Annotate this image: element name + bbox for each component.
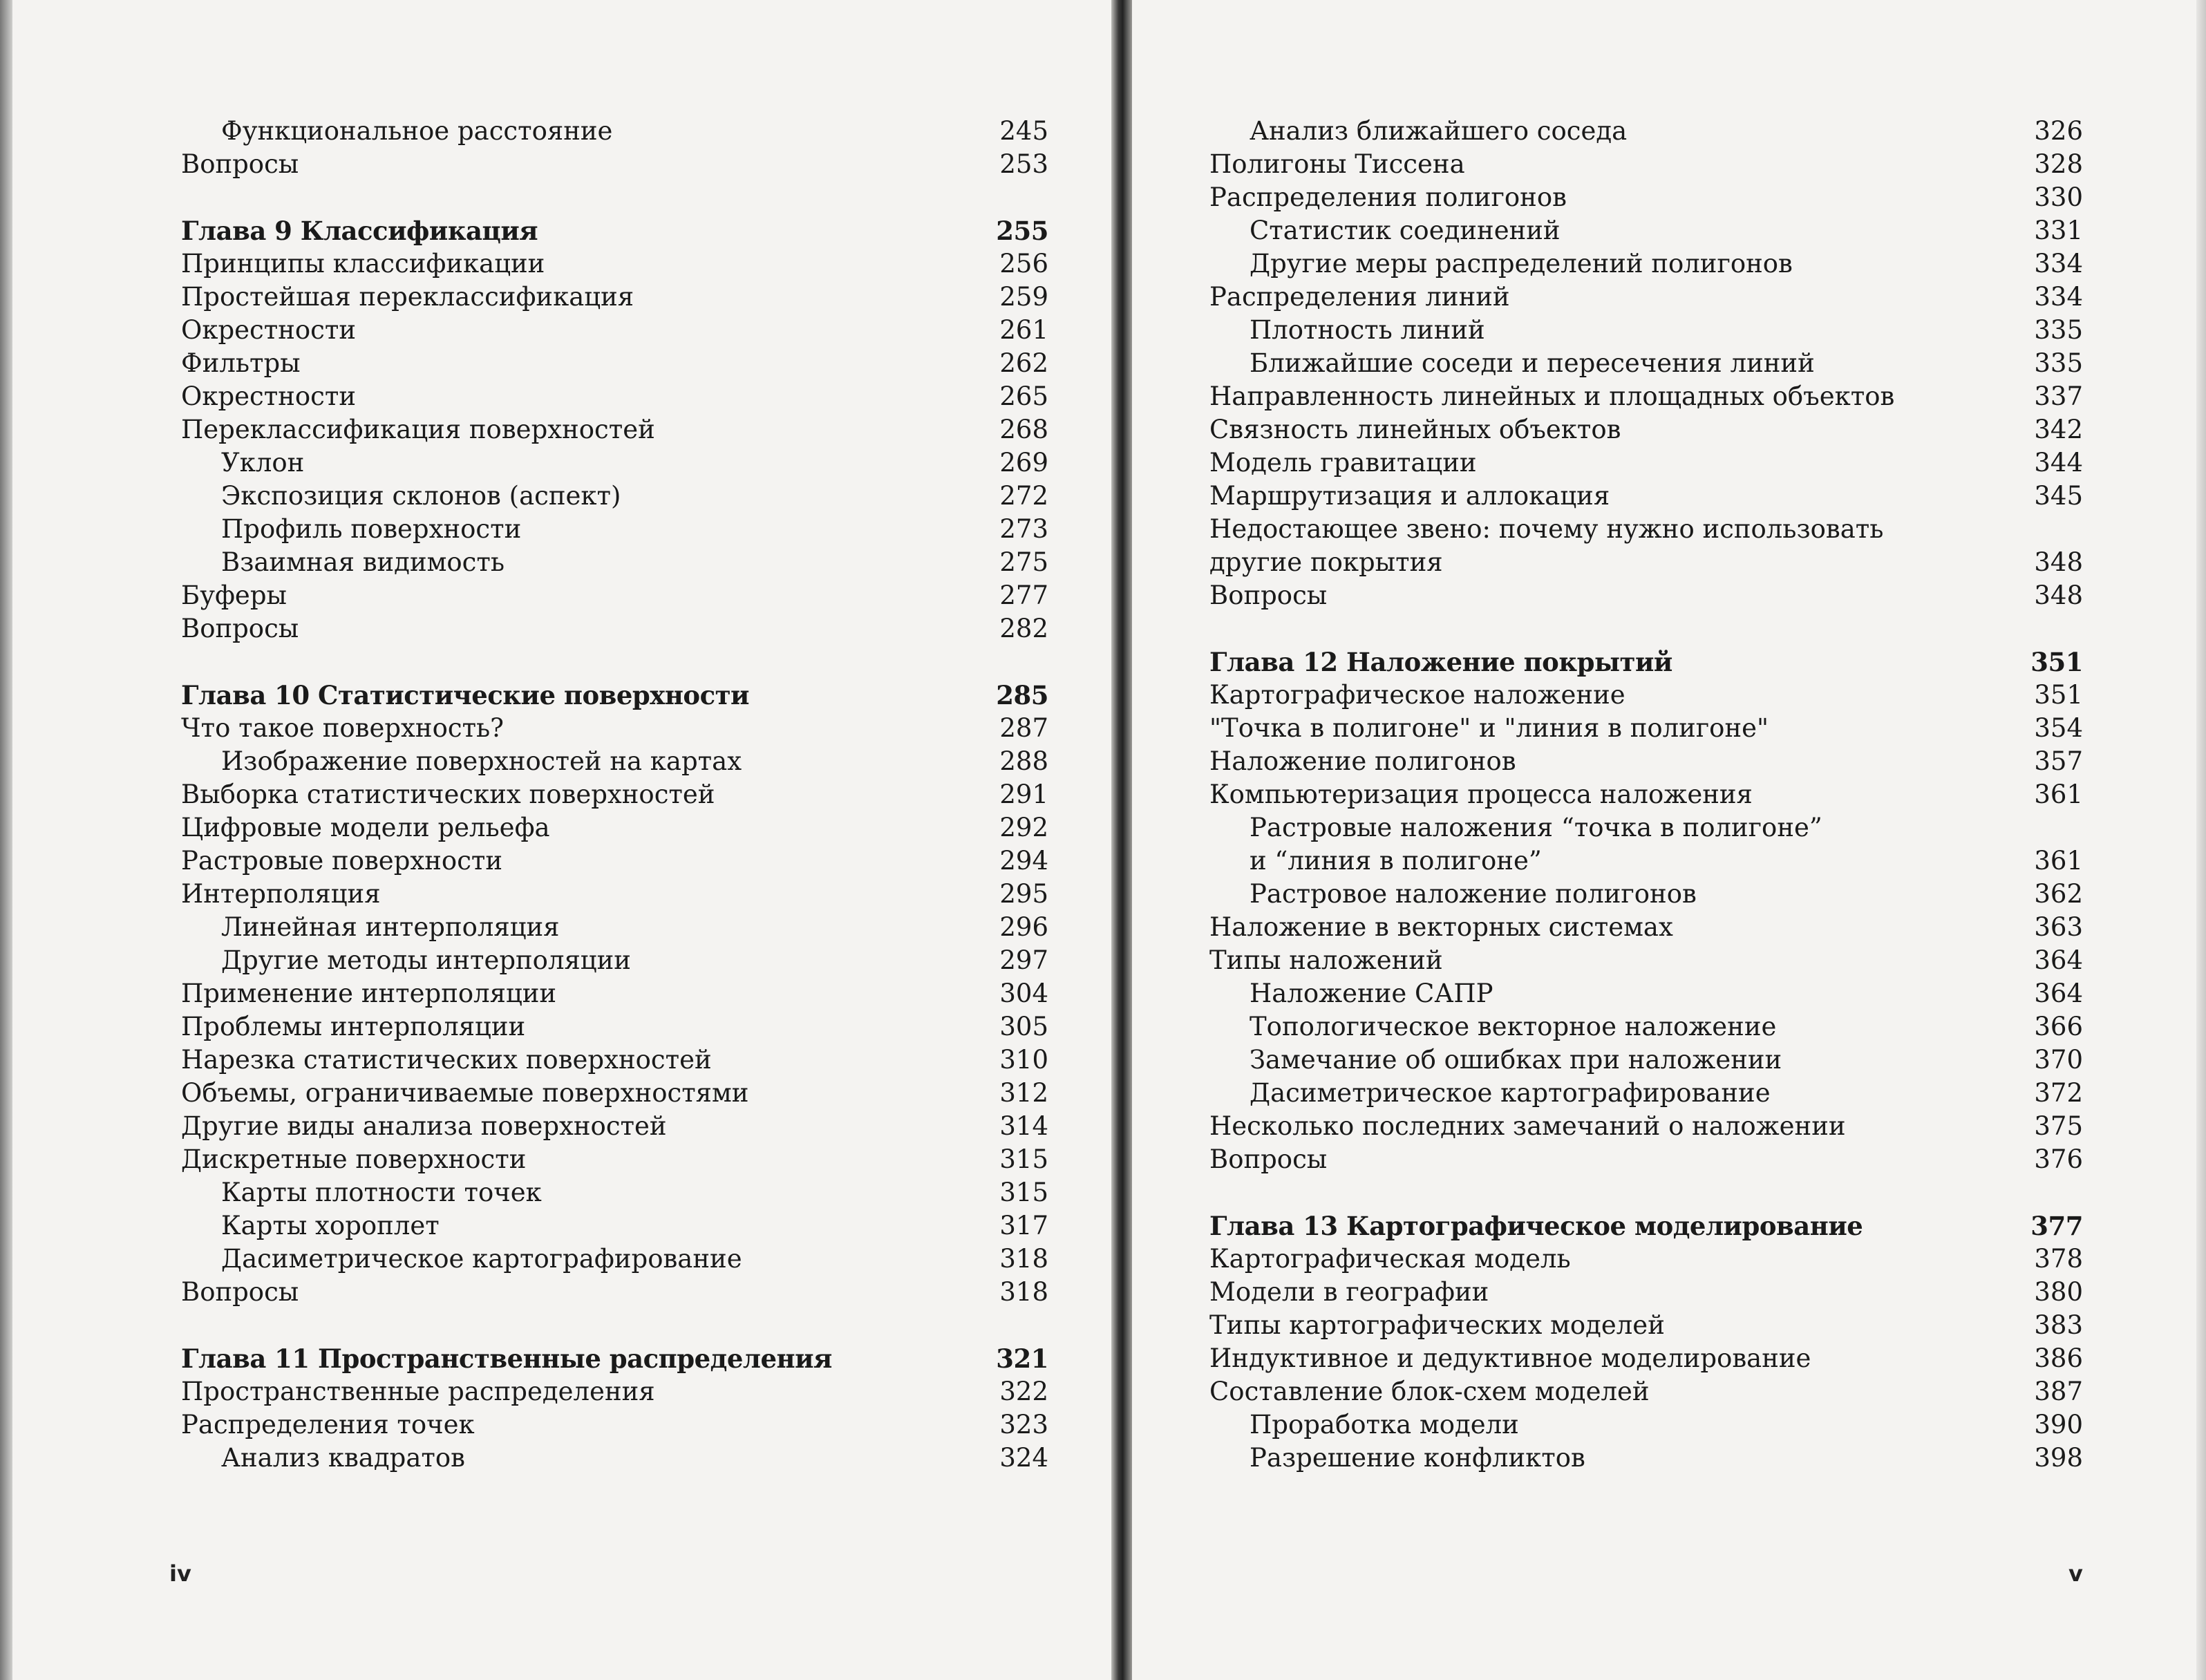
toc-entry-title: Картографическое наложение xyxy=(1209,680,1625,710)
toc-entry xyxy=(1209,712,2083,745)
toc-subentry xyxy=(181,446,1048,480)
toc-entry-page-number: 334 xyxy=(2034,282,2083,312)
toc-entry-page-number: 245 xyxy=(999,116,1048,146)
toc-entry-title: Нарезка статистических поверхностей xyxy=(181,1045,712,1075)
toc-subentry xyxy=(1209,811,2083,844)
toc-entry-page-number: 324 xyxy=(999,1443,1048,1473)
toc-entry-page-number: 255 xyxy=(996,216,1048,246)
toc-entry xyxy=(1209,944,2083,977)
toc-entry xyxy=(1209,546,2083,579)
toc-entry-page-number: 345 xyxy=(2034,481,2083,511)
toc-entry-page-number: 372 xyxy=(2034,1078,2083,1108)
toc-entry-page-number: 272 xyxy=(999,481,1048,511)
toc-entry xyxy=(1209,1375,2083,1408)
toc-entry xyxy=(181,844,1048,878)
toc-entry-title: Плотность линий xyxy=(1250,315,1485,345)
toc-entry-title: Уклон xyxy=(221,448,305,478)
toc-entry-page-number: 364 xyxy=(2034,945,2083,975)
toc-entry xyxy=(1209,579,2083,612)
toc-entry-page-number: 317 xyxy=(999,1211,1048,1240)
page-number-left: iv xyxy=(169,1560,191,1587)
toc-entry xyxy=(181,878,1048,911)
toc-entry-title: Полигоны Тиссена xyxy=(1209,149,1465,179)
toc-entry-title: Вопросы xyxy=(1209,1144,1328,1174)
toc-entry-title: Другие меры распределений полигонов xyxy=(1250,249,1793,279)
toc-entry-page-number: 348 xyxy=(2034,547,2083,577)
toc-entry-page-number: 387 xyxy=(2034,1377,2083,1406)
toc-entry-title: Замечание об ошибках при наложении xyxy=(1250,1045,1782,1075)
toc-entry-page-number: 378 xyxy=(2034,1244,2083,1274)
toc-entry-title: Буферы xyxy=(181,581,287,610)
toc-entry-title: Глава 10 Статистические поверхности xyxy=(181,680,749,710)
toc-subentry xyxy=(1209,844,2083,878)
toc-spacer xyxy=(1209,612,2083,645)
toc-entry-title: Разрешение конфликтов xyxy=(1250,1443,1585,1473)
toc-entry xyxy=(1209,1110,2083,1143)
toc-entry-page-number: 326 xyxy=(2034,116,2083,146)
toc-entry-page-number: 315 xyxy=(999,1178,1048,1207)
toc-entry xyxy=(1209,148,2083,181)
toc-entry-page-number: 261 xyxy=(999,315,1048,345)
toc-subentry xyxy=(1209,1010,2083,1044)
toc-entry-page-number: 314 xyxy=(999,1111,1048,1141)
toc-entry-title: Глава 13 Картографическое моделирование xyxy=(1209,1211,1863,1241)
toc-subentry xyxy=(181,1209,1048,1243)
toc-entry-title: Глава 11 Пространственные распределения xyxy=(181,1343,832,1374)
toc-entry xyxy=(181,314,1048,347)
toc-entry xyxy=(1209,513,2083,546)
page-edge-right xyxy=(2196,0,2206,1680)
toc-entry xyxy=(181,1276,1048,1309)
toc-entry xyxy=(181,1044,1048,1077)
toc-entry-page-number: 351 xyxy=(2030,647,2083,677)
toc-subentry xyxy=(181,745,1048,778)
toc-entry-page-number: 295 xyxy=(999,879,1048,909)
toc-entry-page-number: 318 xyxy=(999,1277,1048,1307)
toc-chapter-heading xyxy=(1209,645,2083,679)
toc-chapter-heading xyxy=(181,679,1048,712)
toc-entry-title: Модели в географии xyxy=(1209,1277,1489,1307)
toc-entry-page-number: 268 xyxy=(999,415,1048,444)
toc-entry-page-number: 323 xyxy=(999,1410,1048,1440)
toc-subentry xyxy=(1209,347,2083,380)
toc-entry-page-number: 304 xyxy=(999,979,1048,1008)
toc-entry-title: Изображение поверхностей на картах xyxy=(221,746,742,776)
toc-entry xyxy=(181,1010,1048,1044)
toc-entry-title: Выборка статистических поверхностей xyxy=(181,780,715,809)
toc-entry-page-number: 361 xyxy=(2034,846,2083,876)
toc-entry-page-number: 342 xyxy=(2034,415,2083,444)
toc-entry xyxy=(181,977,1048,1010)
toc-entry-title: Типы картографических моделей xyxy=(1209,1310,1665,1340)
toc-entry-title: Связность линейных объектов xyxy=(1209,415,1621,444)
toc-entry xyxy=(181,380,1048,413)
toc-entry-title: Проблемы интерполяции xyxy=(181,1012,526,1041)
toc-entry-title: Статистик соединений xyxy=(1250,216,1561,245)
toc-entry-title: Наложение САПР xyxy=(1250,979,1493,1008)
toc-entry xyxy=(1209,380,2083,413)
toc-entry-title: Переклассификация поверхностей xyxy=(181,415,655,444)
toc-entry-title: Маршрутизация и аллокация xyxy=(1209,481,1610,511)
toc-entry xyxy=(181,811,1048,844)
toc-entry-page-number: 362 xyxy=(2034,879,2083,909)
toc-entry-page-number: 305 xyxy=(999,1012,1048,1041)
toc-entry xyxy=(1209,1276,2083,1309)
toc-entry-page-number: 337 xyxy=(2034,381,2083,411)
toc-entry-page-number: 357 xyxy=(2034,746,2083,776)
toc-subentry xyxy=(1209,1408,2083,1442)
toc-entry-page-number: 297 xyxy=(999,945,1048,975)
toc-entry-title: другие покрытия xyxy=(1209,547,1443,577)
toc-entry-title: Пространственные распределения xyxy=(181,1377,655,1406)
toc-entry-title: Окрестности xyxy=(181,381,357,411)
toc-entry xyxy=(1209,413,2083,446)
toc-entry xyxy=(181,148,1048,181)
toc-entry-title: Дасиметрическое картографирование xyxy=(1250,1078,1771,1108)
toc-entry-page-number: 288 xyxy=(999,746,1048,776)
toc-entry-page-number: 262 xyxy=(999,348,1048,378)
right-page xyxy=(1132,0,2206,1680)
toc-entry-title: Наложение полигонов xyxy=(1209,746,1516,776)
toc-entry xyxy=(1209,778,2083,811)
toc-entry-title: Другие виды анализа поверхностей xyxy=(181,1111,667,1141)
toc-entry-page-number: 273 xyxy=(999,514,1048,544)
table-of-contents-left xyxy=(181,115,1048,1475)
toc-entry-page-number: 375 xyxy=(2034,1111,2083,1141)
toc-subentry xyxy=(1209,977,2083,1010)
toc-entry-page-number: 334 xyxy=(2034,249,2083,279)
toc-entry-page-number: 335 xyxy=(2034,315,2083,345)
book-gutter xyxy=(1111,0,1132,1680)
toc-entry-title: Картографическая модель xyxy=(1209,1244,1571,1274)
toc-entry-title: Индуктивное и дедуктивное моделирование xyxy=(1209,1343,1811,1373)
toc-entry-title: Составление блок-схем моделей xyxy=(1209,1377,1650,1406)
toc-entry-title: Вопросы xyxy=(1209,581,1328,610)
toc-entry-page-number: 363 xyxy=(2034,912,2083,942)
toc-entry xyxy=(1209,1342,2083,1375)
toc-entry-title: Анализ квадратов xyxy=(221,1443,465,1473)
toc-entry-page-number: 318 xyxy=(999,1244,1048,1274)
toc-subentry xyxy=(1209,1442,2083,1475)
toc-entry xyxy=(181,1375,1048,1408)
toc-entry-page-number: 398 xyxy=(2034,1443,2083,1473)
toc-entry xyxy=(1209,281,2083,314)
toc-entry-page-number: 331 xyxy=(2034,216,2083,245)
toc-entry-title: Что такое поверхность? xyxy=(181,713,505,743)
toc-entry xyxy=(181,281,1048,314)
toc-spacer xyxy=(181,181,1048,214)
toc-entry-page-number: 292 xyxy=(999,813,1048,842)
toc-entry-page-number: 361 xyxy=(2034,780,2083,809)
toc-entry-page-number: 344 xyxy=(2034,448,2083,478)
toc-entry-page-number: 291 xyxy=(999,780,1048,809)
toc-entry-title: Фильтры xyxy=(181,348,301,378)
page-number-right: v xyxy=(2068,1560,2083,1587)
toc-entry xyxy=(181,1408,1048,1442)
toc-entry-title: Анализ ближайшего соседа xyxy=(1250,116,1628,146)
toc-entry-title: Недостающее звено: почему нужно использовать xyxy=(1209,514,1884,544)
toc-entry-page-number: 285 xyxy=(996,680,1048,710)
toc-entry-page-number: 354 xyxy=(2034,713,2083,743)
toc-entry xyxy=(181,1110,1048,1143)
toc-entry-page-number: 364 xyxy=(2034,979,2083,1008)
toc-entry-page-number: 383 xyxy=(2034,1310,2083,1340)
toc-entry-page-number: 330 xyxy=(2034,182,2083,212)
toc-entry-page-number: 315 xyxy=(999,1144,1048,1174)
toc-entry-title: Несколько последних замечаний о наложении xyxy=(1209,1111,1846,1141)
toc-entry xyxy=(1209,480,2083,513)
toc-subentry xyxy=(1209,1077,2083,1110)
toc-entry-title: Профиль поверхности xyxy=(221,514,522,544)
toc-entry-page-number: 380 xyxy=(2034,1277,2083,1307)
toc-subentry xyxy=(181,1176,1048,1209)
toc-entry-page-number: 277 xyxy=(999,581,1048,610)
toc-subentry xyxy=(1209,247,2083,281)
toc-entry-page-number: 256 xyxy=(999,249,1048,279)
toc-entry-page-number: 351 xyxy=(2034,680,2083,710)
toc-entry-title: Дискретные поверхности xyxy=(181,1144,527,1174)
toc-entry-title: Вопросы xyxy=(181,614,299,643)
toc-entry-title: Растровые наложения “точка в полигоне” xyxy=(1250,813,1822,842)
toc-entry-title: Растровые поверхности xyxy=(181,846,503,876)
toc-entry-page-number: 386 xyxy=(2034,1343,2083,1373)
toc-entry xyxy=(1209,181,2083,214)
toc-entry xyxy=(1209,679,2083,712)
toc-entry-title: Типы наложений xyxy=(1209,945,1443,975)
toc-chapter-heading xyxy=(181,214,1048,247)
toc-entry-title: Интерполяция xyxy=(181,879,381,909)
toc-entry-title: Карты плотности точек xyxy=(221,1178,542,1207)
toc-subentry xyxy=(1209,878,2083,911)
toc-entry xyxy=(1209,1143,2083,1176)
toc-entry-title: Функциональное расстояние xyxy=(221,116,613,146)
toc-subentry xyxy=(181,944,1048,977)
toc-entry-page-number: 321 xyxy=(996,1343,1048,1374)
toc-entry-title: Экспозиция склонов (аспект) xyxy=(221,481,621,511)
toc-entry-page-number: 294 xyxy=(999,846,1048,876)
toc-entry-title: Направленность линейных и площадных объектов xyxy=(1209,381,1895,411)
toc-entry-title: Распределения линий xyxy=(1209,282,1510,312)
toc-entry-title: Карты хороплет xyxy=(221,1211,440,1240)
toc-subentry xyxy=(1209,214,2083,247)
toc-entry-title: Наложение в векторных системах xyxy=(1209,912,1673,942)
toc-entry-title: и “линия в полигоне” xyxy=(1250,846,1542,876)
toc-entry-title: Растровое наложение полигонов xyxy=(1250,879,1697,909)
table-of-contents-right xyxy=(1209,115,2083,1475)
toc-entry-title: Взаимная видимость xyxy=(221,547,505,577)
toc-entry-page-number: 377 xyxy=(2030,1211,2083,1241)
toc-entry-page-number: 296 xyxy=(999,912,1048,942)
toc-entry-title: Компьютеризация процесса наложения xyxy=(1209,780,1753,809)
toc-entry-page-number: 287 xyxy=(999,713,1048,743)
toc-entry-page-number: 366 xyxy=(2034,1012,2083,1041)
toc-entry xyxy=(181,1077,1048,1110)
toc-spacer xyxy=(181,1309,1048,1342)
toc-entry-title: Модель гравитации xyxy=(1209,448,1477,478)
toc-entry-page-number: 328 xyxy=(2034,149,2083,179)
toc-entry-page-number: 310 xyxy=(999,1045,1048,1075)
toc-entry-title: Глава 9 Классификация xyxy=(181,216,538,246)
toc-entry-page-number: 335 xyxy=(2034,348,2083,378)
toc-subentry xyxy=(181,1243,1048,1276)
toc-subentry xyxy=(181,1442,1048,1475)
toc-entry-title: Дасиметрическое картографирование xyxy=(221,1244,742,1274)
toc-entry-page-number: 269 xyxy=(999,448,1048,478)
toc-entry-title: Окрестности xyxy=(181,315,357,345)
toc-subentry xyxy=(181,546,1048,579)
toc-entry-title: Распределения точек xyxy=(181,1410,475,1440)
toc-entry xyxy=(1209,446,2083,480)
toc-subentry xyxy=(1209,314,2083,347)
toc-entry-title: Применение интерполяции xyxy=(181,979,557,1008)
toc-entry xyxy=(1209,1243,2083,1276)
toc-entry-page-number: 275 xyxy=(999,547,1048,577)
toc-entry-title: Ближайшие соседи и пересечения линий xyxy=(1250,348,1815,378)
toc-entry-page-number: 265 xyxy=(999,381,1048,411)
toc-entry-title: Вопросы xyxy=(181,149,299,179)
toc-spacer xyxy=(181,645,1048,679)
toc-subentry xyxy=(181,480,1048,513)
toc-entry xyxy=(181,247,1048,281)
toc-subentry xyxy=(1209,115,2083,148)
toc-entry xyxy=(181,778,1048,811)
toc-entry xyxy=(1209,745,2083,778)
toc-entry xyxy=(1209,1309,2083,1342)
toc-entry xyxy=(181,413,1048,446)
toc-entry-page-number: 348 xyxy=(2034,581,2083,610)
toc-entry-title: Распределения полигонов xyxy=(1209,182,1567,212)
toc-entry-title: Глава 12 Наложение покрытий xyxy=(1209,647,1672,677)
toc-chapter-heading xyxy=(1209,1209,2083,1243)
toc-entry xyxy=(1209,911,2083,944)
toc-entry xyxy=(181,612,1048,645)
toc-entry-page-number: 312 xyxy=(999,1078,1048,1108)
toc-entry-page-number: 390 xyxy=(2034,1410,2083,1440)
toc-entry-title: Линейная интерполяция xyxy=(221,912,560,942)
toc-subentry xyxy=(181,513,1048,546)
toc-subentry xyxy=(1209,1044,2083,1077)
toc-entry-page-number: 376 xyxy=(2034,1144,2083,1174)
toc-entry-title: "Точка в полигоне" и "линия в полигоне" xyxy=(1209,713,1769,743)
toc-subentry xyxy=(181,911,1048,944)
toc-entry-page-number: 322 xyxy=(999,1377,1048,1406)
toc-entry-page-number: 259 xyxy=(999,282,1048,312)
toc-entry-page-number: 370 xyxy=(2034,1045,2083,1075)
toc-chapter-heading xyxy=(181,1342,1048,1375)
toc-entry xyxy=(181,1143,1048,1176)
toc-entry-title: Проработка модели xyxy=(1250,1410,1519,1440)
toc-entry-page-number: 282 xyxy=(999,614,1048,643)
toc-entry-page-number: 253 xyxy=(999,149,1048,179)
toc-subentry xyxy=(181,115,1048,148)
toc-entry-title: Вопросы xyxy=(181,1277,299,1307)
toc-entry-title: Другие методы интерполяции xyxy=(221,945,631,975)
toc-entry-title: Объемы, ограничиваемые поверхностями xyxy=(181,1078,749,1108)
toc-entry xyxy=(181,347,1048,380)
toc-entry xyxy=(181,712,1048,745)
toc-entry-title: Простейшая переклассификация xyxy=(181,282,634,312)
toc-spacer xyxy=(1209,1176,2083,1209)
toc-entry xyxy=(181,579,1048,612)
toc-entry-title: Топологическое векторное наложение xyxy=(1250,1012,1777,1041)
toc-entry-title: Цифровые модели рельефа xyxy=(181,813,550,842)
toc-entry-title: Принципы классификации xyxy=(181,249,545,279)
